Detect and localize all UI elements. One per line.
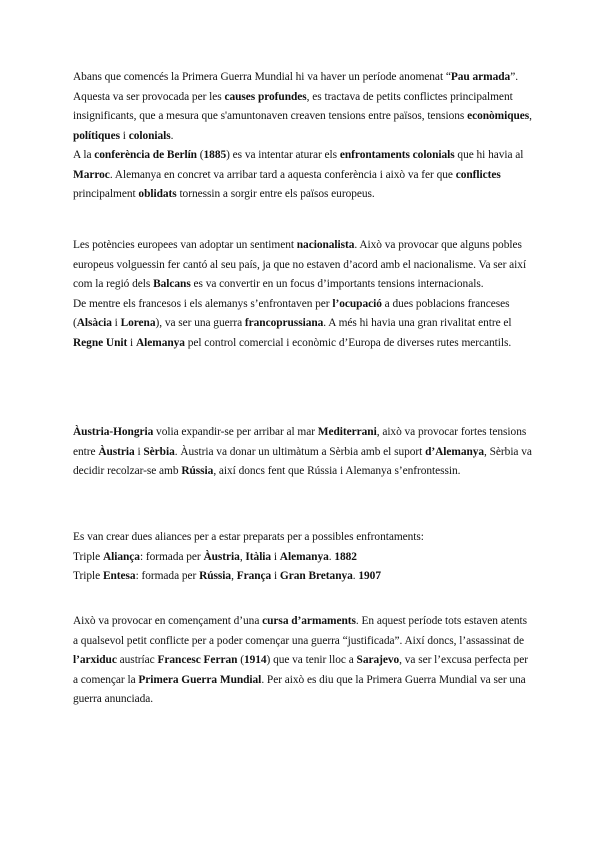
text-run: ) que va tenir lloc a [266, 654, 357, 666]
text-run: Es van crear dues aliances per a estar preparats per a possibles enfrontaments: [73, 531, 424, 543]
bold-term: Alsàcia [76, 317, 112, 329]
text-run: es va convertir en un focus d’importants tensions internacionals. [190, 278, 484, 290]
paragraph-text [73, 528, 533, 548]
paragraph-pau-armada [73, 68, 533, 205]
text-run: , va ser l’excusa perfecta per a començar la [73, 654, 528, 686]
paragraph-text [73, 567, 533, 587]
bold-term: conferència de Berlín [94, 149, 197, 161]
bold-term: Francesc Ferran [157, 654, 238, 666]
bold-term: Mediterrani [317, 426, 377, 438]
text-run: , es tractava de petits conflictes principalment insignificants, que a mesura que s'amuntonaven creaven tensions entre països, tensions [73, 90, 513, 122]
text-run: austríac [116, 654, 158, 666]
text-run: . Alemanya en concret va arribar tard a aquesta conferència i això va fer que [109, 168, 456, 181]
text-run: i [127, 336, 136, 349]
bold-term: conflictes [455, 168, 501, 181]
text-run: tornessin a sorgir entre els països europeus. [176, 188, 375, 200]
bold-term: 1882 [334, 550, 357, 563]
paragraph-cursa-armaments [73, 612, 533, 710]
bold-term: Lorena [120, 317, 156, 329]
text-run: De mentre els francesos i els alemanys s’enfrontaven per [73, 297, 333, 310]
bold-term: Pau armada [450, 71, 511, 83]
text-run: pel control comercial i econòmic d’Europa de diverses rutes mercantils. [184, 336, 512, 349]
text-run: . [352, 570, 359, 582]
text-run: . [170, 129, 174, 142]
text-run: i [119, 129, 129, 142]
bold-term: 1914 [243, 654, 267, 666]
bold-term: Alemanya [279, 550, 329, 563]
bold-term: 1907 [358, 570, 381, 582]
paragraph-text [73, 68, 533, 146]
text-run: volia expandir-se per arribar al mar [153, 426, 318, 438]
text-run: , [529, 110, 532, 122]
bold-term: Àustria-Hongria [73, 426, 154, 438]
text-run: . Àustria va donar un ultimàtum a Sèrbia amb el suport [174, 445, 426, 458]
paragraph-text [73, 548, 533, 568]
text-run: . A més hi havia una gran rivalitat entre el [323, 317, 512, 329]
text-run: : formada per [135, 570, 200, 582]
text-run: a dues poblacions franceses ( [73, 297, 510, 329]
text-run: , això va provocar fortes tensions entre [73, 426, 527, 458]
bold-term: causes profundes [224, 90, 307, 103]
bold-term: enfrontaments colonials [339, 149, 455, 161]
bold-term: francoprussiana [244, 317, 324, 329]
text-run: ), va ser una guerra [155, 317, 245, 329]
bold-term: Marroc [73, 168, 110, 181]
bold-term: Entesa [102, 570, 136, 582]
text-run: que hi havia al [454, 149, 524, 161]
text-run: . Això va provocar que alguns pobles europeus volguessin fer cantó al seu país, ja que no estaven d’acord amb el nacionalisme. Va ser així com la regió dels [73, 239, 527, 290]
text-run: : formada per [139, 550, 204, 563]
text-run: . Per això es diu que la Primera Guerra Mundial va ser una guerra anunciada. [73, 673, 526, 705]
text-run: ”. Aquesta va ser provocada per les [73, 71, 518, 103]
text-run: ( [196, 149, 204, 161]
bold-term: Rússia [199, 570, 232, 582]
text-run: , així doncs fent que Rússia i Alemanya s’enfrontessin. [213, 465, 461, 477]
bold-term: Alemanya [135, 336, 185, 349]
bold-term: oblidats [138, 188, 177, 200]
text-run: . En aquest període tots estaven atents a qualsevol petit conflicte per a poder començar una guerra “justificada”. Així doncs, l’assassinat de [73, 615, 527, 647]
text-run: i [111, 317, 121, 329]
bold-term: Aliança [102, 550, 140, 563]
bold-term: Àustria [98, 445, 135, 458]
bold-term: Sarajevo [356, 654, 400, 666]
bold-term: polítiques [73, 129, 120, 142]
text-run: ) es va intentar aturar els [226, 149, 340, 161]
text-run: , Sèrbia va decidir recolzar-se amb [73, 445, 532, 477]
bold-term: cursa d’armaments [262, 615, 356, 627]
text-run: , [231, 570, 237, 582]
bold-term: nacionalista [296, 239, 355, 251]
paragraph-text [73, 146, 533, 205]
bold-term: colonials [128, 129, 171, 142]
paragraph-nacionalisme [73, 236, 533, 353]
text-run: principalment [73, 188, 139, 200]
text-run: Abans que comencés la Primera Guerra Mundial hi va haver un període anomenat “ [73, 71, 451, 83]
bold-term: 1885 [203, 149, 227, 161]
paragraph-text [73, 236, 533, 295]
text-run: i [271, 550, 280, 563]
text-run: , [239, 550, 246, 563]
text-run: Triple [73, 570, 103, 582]
bold-term: Sèrbia [143, 445, 175, 458]
bold-term: Rússia [181, 465, 214, 477]
text-run: Les potències europees van adoptar un sentiment [73, 239, 297, 251]
bold-term: França [236, 570, 272, 582]
bold-term: Gran Bretanya [279, 570, 353, 582]
bold-term: Balcans [153, 278, 191, 290]
paragraph-aliances [73, 528, 533, 587]
paragraph-austria-hongria [73, 423, 533, 482]
bold-term: l’arxiduc [73, 654, 117, 666]
bold-term: Regne Unit [73, 336, 128, 349]
bold-term: Àustria [203, 550, 240, 563]
bold-term: d’Alemanya [425, 445, 485, 458]
paragraph-text [73, 423, 533, 482]
text-run: . [328, 550, 335, 563]
text-run: ( [237, 654, 244, 666]
text-run: Això va provocar en començament d’una [73, 615, 263, 627]
text-run: i [271, 570, 280, 582]
text-run: i [134, 445, 144, 458]
bold-term: econòmiques [467, 110, 530, 122]
text-run: A la [73, 149, 95, 161]
paragraph-text [73, 295, 533, 354]
bold-term: Primera Guerra Mundial [138, 673, 262, 686]
bold-term: l’ocupació [332, 297, 382, 310]
paragraph-text [73, 612, 533, 710]
bold-term: Itàlia [245, 550, 272, 563]
text-run: Triple [73, 550, 103, 563]
